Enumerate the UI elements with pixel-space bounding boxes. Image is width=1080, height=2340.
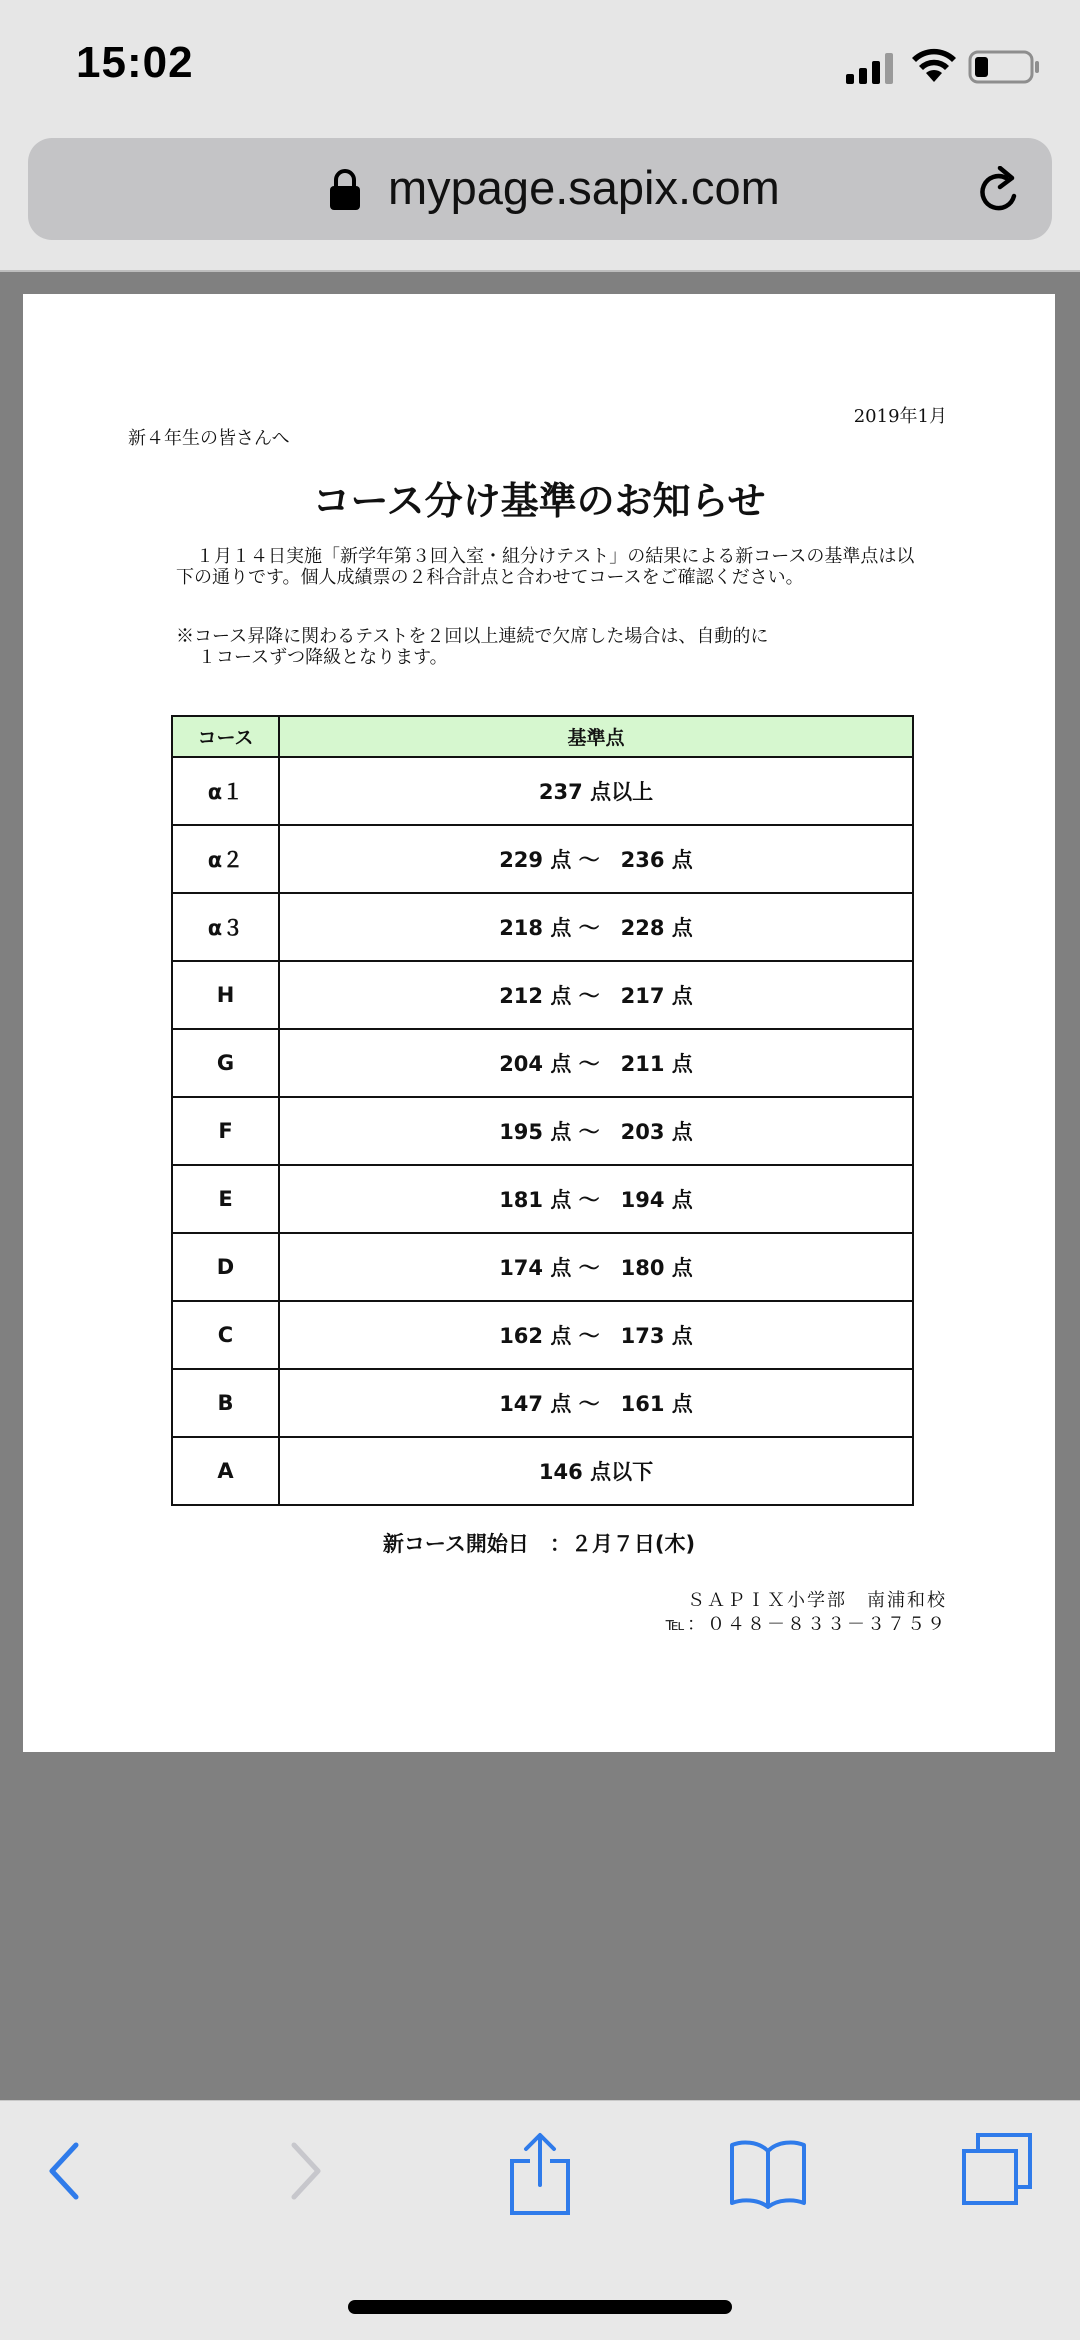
course-cell: α１: [172, 757, 279, 825]
table-row: [172, 1165, 913, 1233]
course-cell: E: [172, 1165, 279, 1233]
score-cell: 237 点以上: [279, 757, 913, 825]
course-cell: B: [172, 1369, 279, 1437]
bookmarks-icon[interactable]: [728, 2137, 808, 2209]
signal-icon: [846, 52, 896, 84]
table-row: [172, 1233, 913, 1301]
forward-icon[interactable]: [282, 2139, 326, 2203]
address-bar[interactable]: [28, 138, 1052, 240]
table-row: [172, 825, 913, 893]
table-row: [172, 757, 913, 825]
address-bar-area: [0, 130, 1080, 272]
score-cell: 174 点 ～ 180 点: [279, 1233, 913, 1301]
score-cell: 212 点 ～ 217 点: [279, 961, 913, 1029]
course-table: [171, 715, 914, 1506]
lock-icon: [328, 168, 362, 212]
url-text[interactable]: mypage.sapix.com: [388, 161, 780, 214]
document-note: [176, 626, 916, 668]
home-indicator: [348, 2300, 732, 2314]
back-icon[interactable]: [44, 2139, 88, 2203]
table-row: [172, 1437, 913, 1505]
note-line-2: １コースずつ降級となります。: [198, 647, 448, 668]
score-cell: 229 点 ～ 236 点: [279, 825, 913, 893]
tabs-icon[interactable]: [958, 2131, 1036, 2209]
course-cell: A: [172, 1437, 279, 1505]
wifi-icon: [910, 46, 958, 84]
reload-icon[interactable]: [976, 166, 1024, 216]
course-cell: G: [172, 1029, 279, 1097]
note-line-1: ※コース昇降に関わるテストを２回以上連続で欠席した場合は、自動的に: [176, 626, 769, 647]
school-name: ＳＡＰＩＸ小学部 南浦和校: [687, 1590, 947, 1611]
course-cell: α２: [172, 825, 279, 893]
pdf-document: [23, 294, 1055, 1752]
course-start-date: 新コース開始日 ：２月７日(木): [382, 1532, 696, 1556]
score-cell: 218 点 ～ 228 点: [279, 893, 913, 961]
header-course: コース: [172, 716, 279, 757]
header-score: 基準点: [279, 716, 913, 757]
score-cell: 146 点以下: [279, 1437, 913, 1505]
status-time: 15:02: [76, 38, 194, 87]
course-cell: H: [172, 961, 279, 1029]
table-row: [172, 1369, 913, 1437]
score-cell: 147 点 ～ 161 点: [279, 1369, 913, 1437]
course-cell: D: [172, 1233, 279, 1301]
table-row: [172, 893, 913, 961]
table-row: [172, 1097, 913, 1165]
document-date: 2019年1月: [853, 406, 947, 427]
document-paragraph: １月１４日実施「新学年第３回入室・組分けテスト」の結果による新コースの基準点は以下の通りです。個人成績票の２科合計点と合わせてコースをご確認ください。: [176, 546, 915, 588]
document-greeting: 新４年生の皆さんへ: [128, 428, 290, 449]
battery-icon: [968, 50, 1040, 84]
school-phone: ℡：０４８－８３３－３７５９: [665, 1614, 947, 1635]
score-cell: 181 点 ～ 194 点: [279, 1165, 913, 1233]
table-header-row: [172, 716, 913, 757]
table-row: [172, 961, 913, 1029]
course-cell: C: [172, 1301, 279, 1369]
table-row: [172, 1029, 913, 1097]
score-cell: 162 点 ～ 173 点: [279, 1301, 913, 1369]
share-icon[interactable]: [506, 2131, 574, 2217]
course-cell: F: [172, 1097, 279, 1165]
score-cell: 195 点 ～ 203 点: [279, 1097, 913, 1165]
table-row: [172, 1301, 913, 1369]
score-cell: 204 点 ～ 211 点: [279, 1029, 913, 1097]
document-title: コース分け基準のお知らせ: [312, 479, 766, 523]
course-cell: α３: [172, 893, 279, 961]
status-bar: [0, 0, 1080, 130]
